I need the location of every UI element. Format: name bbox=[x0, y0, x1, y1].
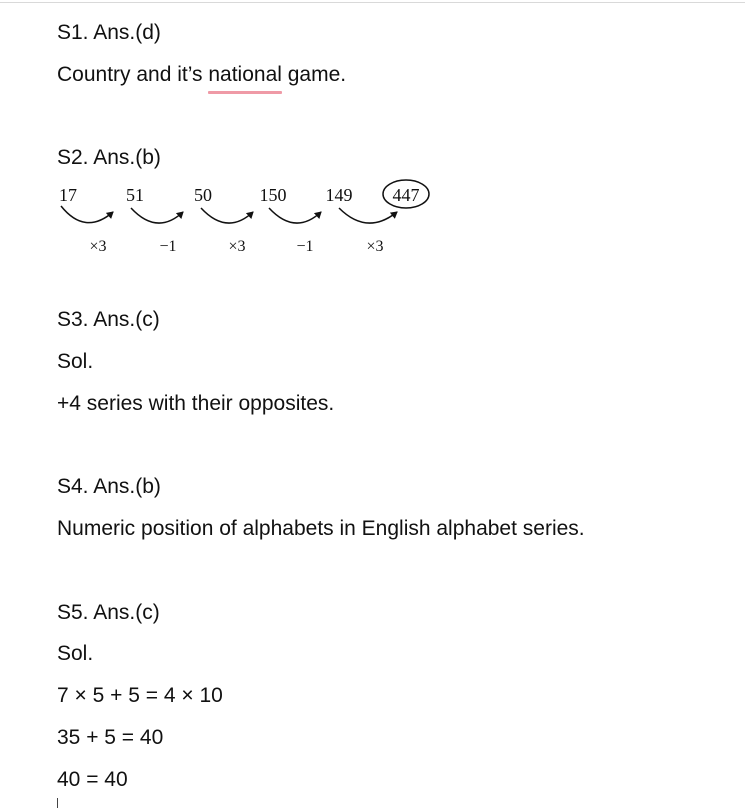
series-answer-number: 447 bbox=[392, 185, 420, 205]
series-arrow bbox=[131, 208, 183, 223]
s4-heading: S4. Ans.(b) bbox=[57, 475, 161, 498]
series-operation: ×3 bbox=[366, 238, 384, 255]
s3-text: +4 series with their opposites. bbox=[57, 392, 335, 415]
series-operation: ×3 bbox=[89, 238, 107, 255]
s5-equation: 35 + 5 = 40 bbox=[57, 726, 164, 749]
series-operation: ×3 bbox=[228, 238, 246, 255]
series-arrow bbox=[201, 208, 253, 223]
s4-text: Numeric position of alphabets in English alphabet series. bbox=[57, 517, 585, 540]
series-arrow bbox=[339, 208, 397, 223]
series-operation: −1 bbox=[296, 238, 314, 255]
number-series-diagram bbox=[55, 178, 445, 258]
s3-sol-label: Sol. bbox=[57, 350, 94, 373]
s1-text-after: game. bbox=[281, 63, 347, 86]
s2-heading: S2. Ans.(b) bbox=[57, 146, 161, 169]
series-number: 17 bbox=[59, 185, 77, 205]
series-number: 149 bbox=[325, 185, 353, 205]
spellcheck-word[interactable]: national bbox=[208, 63, 282, 86]
s1-text bbox=[57, 62, 346, 88]
s1-heading: S1. Ans.(d) bbox=[57, 21, 161, 44]
s5-equation: 40 = 40 bbox=[57, 768, 128, 791]
series-number: 50 bbox=[194, 185, 212, 205]
series-operation: −1 bbox=[159, 238, 177, 255]
text-cursor bbox=[57, 798, 58, 808]
series-arrow bbox=[61, 206, 113, 223]
page-top-border bbox=[0, 2, 745, 3]
s1-text-before: Country and it’s bbox=[57, 63, 209, 86]
series-arrow bbox=[269, 208, 321, 223]
series-number: 150 bbox=[259, 185, 287, 205]
s3-heading: S3. Ans.(c) bbox=[57, 308, 160, 331]
s5-equation: 7 × 5 + 5 = 4 × 10 bbox=[57, 684, 223, 707]
s5-sol-label: Sol. bbox=[57, 642, 94, 665]
s5-heading: S5. Ans.(c) bbox=[57, 601, 160, 624]
series-number: 51 bbox=[126, 185, 144, 205]
